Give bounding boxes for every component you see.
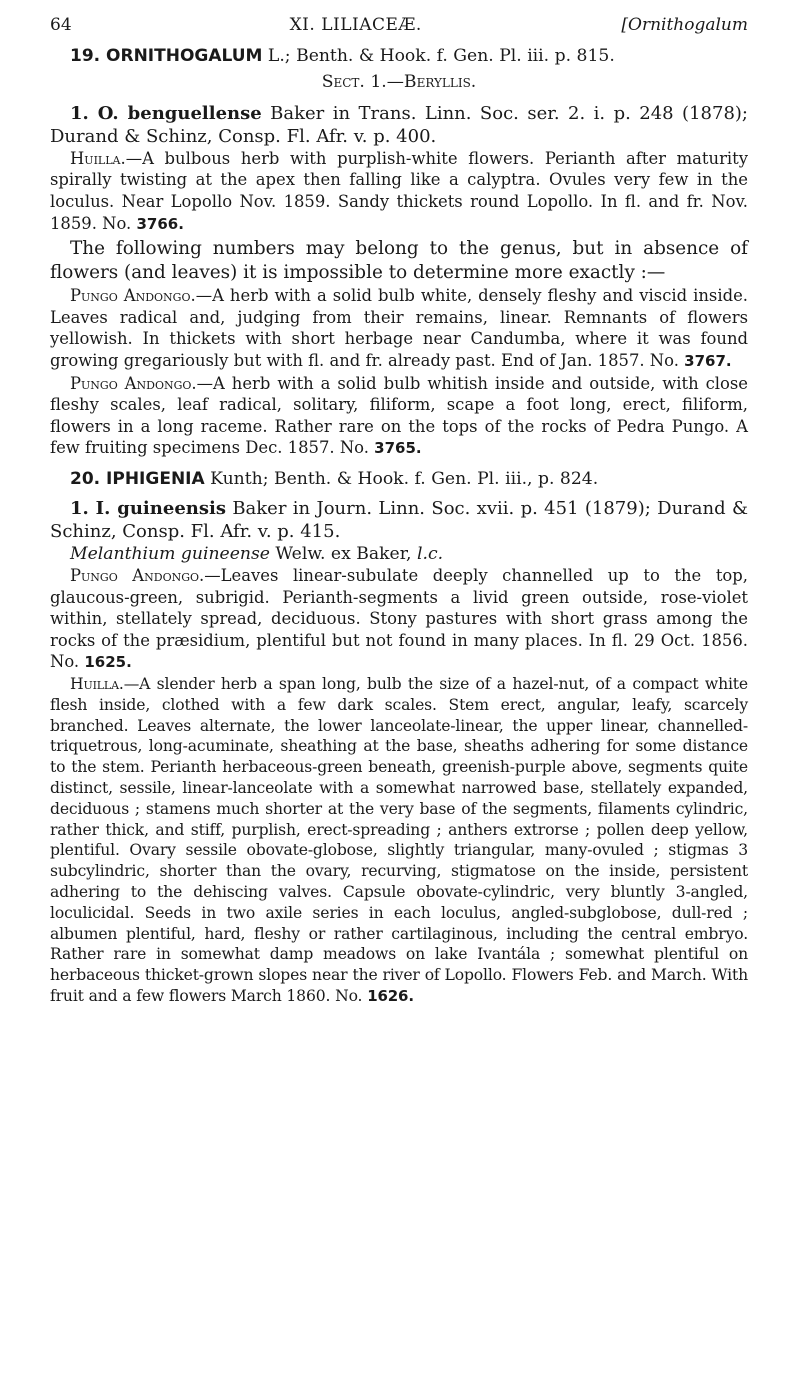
specimen-number: 1625. (84, 653, 132, 672)
species-name: 1. I. guineensis (70, 497, 226, 519)
section-heading: Sect. 1.—Beryllis. (321, 72, 477, 93)
specimen-number: 3767. (684, 351, 732, 370)
species-name: 1. O. benguellense (70, 102, 262, 124)
species-citation: Baker in Trans. Linn. Soc. ser. 2. i. p. 248 (1878); Durand & Schinz, Consp. Fl. Afr. v. p. 400. (50, 102, 748, 147)
specimen-number: 3766. (136, 214, 184, 233)
genus-note: The following numbers may belong to the genus, but in absence of flowers (and leaves) it is impossible to determine more exactly :— (50, 238, 748, 284)
genus-19-heading (50, 45, 748, 68)
running-header (50, 14, 748, 37)
genus-20-name: 20. IPHIGENIA (70, 468, 205, 489)
locality-name: Huilla. (70, 148, 126, 168)
genus-20-heading (50, 468, 748, 491)
genus-19-name: 19. ORNITHOGALUM (70, 45, 263, 66)
specimen-number: 3765. (374, 439, 422, 458)
running-genus: [Ornithogalum (621, 15, 748, 35)
locality-text: —A herb with a solid bulb white, densely fleshy and viscid inside. Leaves radical and, judging from their remains, linear. Remnants of flowers yellowish. In thickets with short herbage near Candumba, where it was found growing gregariously but with fl. and fr. already past. End of Jan. 1857. No. (50, 286, 748, 370)
specimen-number: 1626. (367, 987, 414, 1006)
synonym (50, 543, 748, 566)
locality-text: —A slender herb a span long, bulb the size of a hazel-nut, of a compact white flesh inside, clothed with a few dark scales. Stem erect, angular, leafy, scarcely branched. Leaves alternate, the lower lanceolate-linear, the upper linear, channelled-triquetrous, long-acuminate, sheathing at the base, sheaths adhering for some distance to the stem. Perianth herbaceous-green beneath, greenish-purple above, segments quite distinct, sessile, linear-lanceolate with a somewhat narrowed base, stellately expanded, deciduous ; stamens much shorter at the very base of the segments, filaments cylindric, rather thick, and stiff, purplish, erect-spreading ; anthers extrorse ; pollen deep yellow, plentiful. Ovary sessile obovate-globose, slightly triangular, many-ovuled ; stigmas 3 subcylindric, shorter than the ovary, recurving, stigmatose on the inside, persistent adhering to the dehiscing valves. Capsule obovate-cylindric, very bluntly 3-angled, loculicidal. Seeds in two axile series in each loculus, angled-subglobose, dull-red ; albumen plentiful, hard, fleshy or rather cartilaginous, including the central embryo. Rather rare in somewhat damp meadows on lake Ivantála ; somewhat plentiful on herbaceous thicket-grown slopes near the river of Lopollo. Flowers Feb. and March. With fruit and a few flowers March 1860. No. (50, 675, 748, 1006)
locality-text: —A bulbous herb with purplish-white flowers. Perianth after maturity spirally twisting at the apex then falling like a calyptra. Ovules very few in the loculus. Near Lopollo Nov. 1859. Sandy thickets round Lopollo. In fl. and fr. Nov. 1859. No. (50, 148, 748, 233)
locality-pungo-andongo-3 (50, 565, 748, 674)
locality-text: —A herb with a solid bulb whitish inside and outside, with close fleshy scales, leaf radical, solitary, filiform, scape a foot long, erect, filiform, flowers in a long raceme. Rather rare on the tops of the rocks of Pedra Pungo. A few fruiting specimens Dec. 1857. No. (50, 373, 748, 458)
locality-name: Pungo Andongo. (70, 286, 196, 306)
locality-text: —Leaves linear-subulate deeply channelled up to the top, glaucous-green, subrigid. Perianth-segments a livid green outside, rose-violet within, stellately spread, deciduous. Stony pastures with short grass among the rocks of the præsidium, plentiful but not found in many places. In fl. 29 Oct. 1856. No. (50, 566, 748, 672)
locality-huilla-1 (50, 148, 748, 235)
running-title: XI. LILIACEÆ. (289, 15, 422, 35)
species-iphigenia-guineensis (50, 497, 748, 543)
page-number: 64 (50, 15, 72, 35)
synonym-ref: l.c. (416, 543, 444, 564)
locality-name: Pungo Andongo. (70, 566, 205, 586)
synonym-text: Welw. ex Baker, (269, 543, 417, 564)
locality-name: Pungo Andongo. (70, 373, 197, 393)
genus-20-citation: Kunth; Benth. & Hook. f. Gen. Pl. iii., p. 824. (204, 468, 599, 489)
locality-name: Huilla. (70, 675, 124, 694)
locality-huilla-2 (50, 674, 748, 1007)
synonym-name: Melanthium guineense (70, 543, 270, 564)
species-citation: Baker in Journ. Linn. Soc. xvii. p. 451 (1879); Durand & Schinz, Consp. Fl. Afr. v. p. 415. (50, 497, 748, 542)
species-ornithogalum-benguellense (50, 102, 748, 148)
locality-pungo-andongo-2 (50, 373, 748, 460)
locality-pungo-andongo-1 (50, 285, 748, 372)
genus-19-citation: L.; Benth. & Hook. f. Gen. Pl. iii. p. 815. (262, 45, 615, 66)
